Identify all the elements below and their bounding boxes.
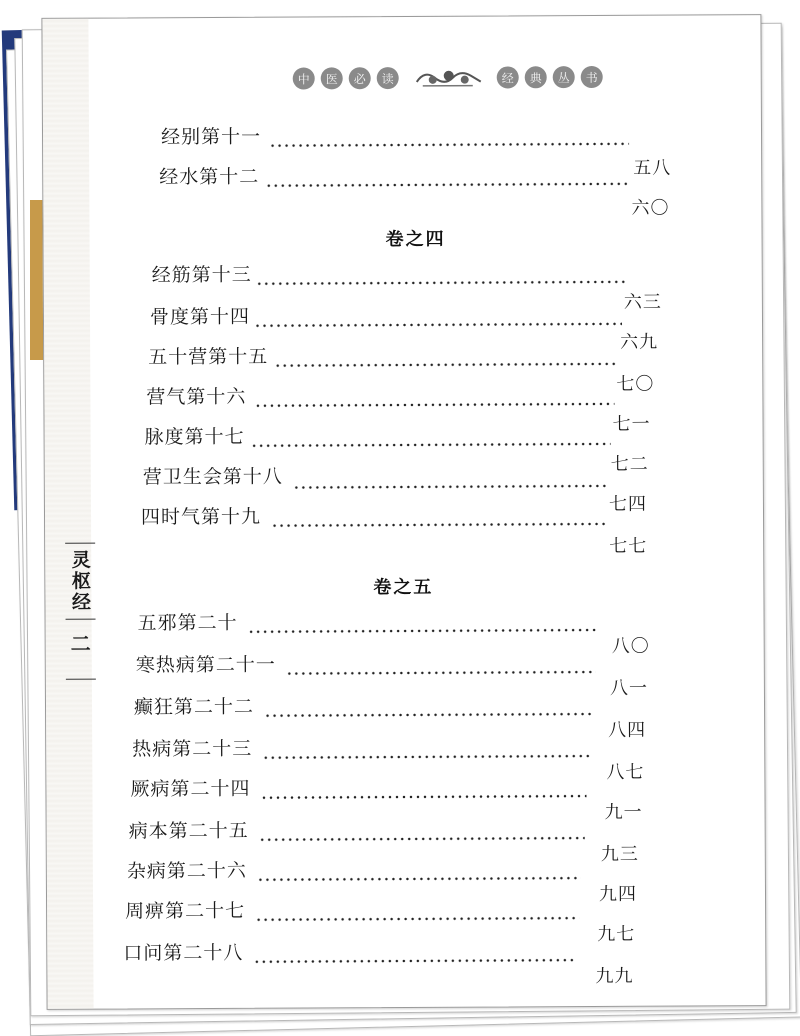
toc-entry-page: 九四 <box>598 883 638 905</box>
toc-entry-title: 口问第二十八 <box>123 941 244 965</box>
section-heading: 卷之五 <box>373 576 434 599</box>
toc-entry-page: 九一 <box>604 801 643 823</box>
toc-entry[interactable] <box>135 648 656 699</box>
toc-entry-page: 七一 <box>612 413 651 435</box>
divider <box>65 543 95 544</box>
page-number: 二 <box>70 631 91 656</box>
toc-entry[interactable] <box>130 772 650 823</box>
header-seal: 丛 <box>553 66 575 88</box>
section-heading: 卷之四 <box>385 228 446 251</box>
leader-dots <box>265 182 627 188</box>
toc-entry[interactable] <box>159 160 679 219</box>
toc-entry[interactable] <box>151 258 672 313</box>
toc-entry[interactable] <box>149 300 670 353</box>
toc-entry-page: 九三 <box>600 843 639 865</box>
toc-entry[interactable] <box>140 500 661 557</box>
toc-entry-title: 癫狂第二十二 <box>133 695 255 719</box>
toc-entry-title: 脉度第十七 <box>144 425 245 449</box>
toc-entry-title: 骨度第十四 <box>149 305 251 329</box>
ornament-icon <box>413 66 483 90</box>
toc-entry[interactable] <box>128 814 649 865</box>
toc-entry-title: 经别第十一 <box>160 125 262 149</box>
toc-entry[interactable] <box>146 380 666 435</box>
leader-dots <box>253 958 575 964</box>
series-header <box>293 60 603 96</box>
leader-dots <box>254 402 614 408</box>
running-title <box>63 543 98 680</box>
toc-entry-page: 七四 <box>608 493 648 515</box>
book-title: 灵枢经 <box>68 549 92 613</box>
toc-entry-title: 病本第二十五 <box>128 819 249 843</box>
header-seal: 书 <box>581 66 603 88</box>
toc-entry-title: 四时气第十九 <box>140 505 262 529</box>
leader-dots <box>256 280 626 286</box>
toc-entry-title: 经水第十二 <box>159 165 260 189</box>
leader-dots <box>274 362 618 368</box>
toc-entry[interactable] <box>126 854 647 905</box>
toc-entry-title: 寒热病第二十一 <box>135 653 276 677</box>
leader-dots <box>259 836 585 842</box>
toc-entry-page: 八七 <box>606 761 645 783</box>
toc-entry-page: 六三 <box>623 291 662 313</box>
toc-entry-page: 六〇 <box>631 197 670 219</box>
toc-entry-page: 七二 <box>610 453 649 475</box>
leader-dots <box>255 916 579 922</box>
toc-entry[interactable] <box>132 732 652 783</box>
leader-dots <box>251 442 611 448</box>
page-texture <box>42 19 93 1009</box>
toc-entry-page: 八〇 <box>611 635 650 657</box>
toc-entry[interactable] <box>142 460 663 515</box>
toc-page <box>41 14 766 1010</box>
toc-entry[interactable] <box>137 606 658 657</box>
toc-entry-title: 周痹第二十七 <box>125 899 246 923</box>
toc-entry-page: 七七 <box>609 535 648 557</box>
divider <box>66 679 96 680</box>
toc-entry[interactable] <box>123 936 643 988</box>
toc-entry-page: 八四 <box>608 719 647 741</box>
leader-dots <box>286 670 596 676</box>
toc-entry-page: 五八 <box>633 157 672 179</box>
header-seal: 医 <box>321 67 343 89</box>
toc-entry-title: 五十营第十五 <box>148 345 269 369</box>
toc-entry-title: 营卫生会第十八 <box>142 465 283 489</box>
toc-entry[interactable] <box>148 340 668 395</box>
leader-dots <box>293 484 609 490</box>
toc-entry-page: 七〇 <box>616 373 655 395</box>
leader-dots <box>269 142 629 148</box>
toc-entry-title: 杂病第二十六 <box>126 859 247 883</box>
toc-entry-page: 八一 <box>609 677 648 699</box>
divider <box>66 619 96 620</box>
header-seal: 读 <box>377 67 399 89</box>
toc-entry-title: 五邪第二十 <box>137 611 238 635</box>
toc-entry-page: 九九 <box>595 965 634 988</box>
toc-entry-title: 经筋第十三 <box>151 263 252 287</box>
toc-entry[interactable] <box>125 894 645 945</box>
toc-entry-title: 营气第十六 <box>146 385 247 409</box>
header-seal: 中 <box>293 67 315 89</box>
toc-entry-page: 九七 <box>597 923 636 945</box>
leader-dots <box>271 522 607 528</box>
header-seal: 经 <box>497 66 519 88</box>
leader-dots <box>248 628 598 634</box>
toc-entry[interactable] <box>133 690 654 741</box>
leader-dots <box>254 322 622 328</box>
toc-entry-title: 厥病第二十四 <box>130 777 251 801</box>
toc-entry-title: 热病第二十三 <box>132 737 253 761</box>
leader-dots <box>260 794 586 800</box>
toc-entry[interactable] <box>144 420 665 475</box>
leader-dots <box>264 712 592 718</box>
leader-dots <box>262 754 590 760</box>
header-seal: 典 <box>525 66 547 88</box>
leader-dots <box>257 876 581 882</box>
header-seal: 必 <box>349 67 371 89</box>
toc-entry-page: 六九 <box>620 331 659 353</box>
